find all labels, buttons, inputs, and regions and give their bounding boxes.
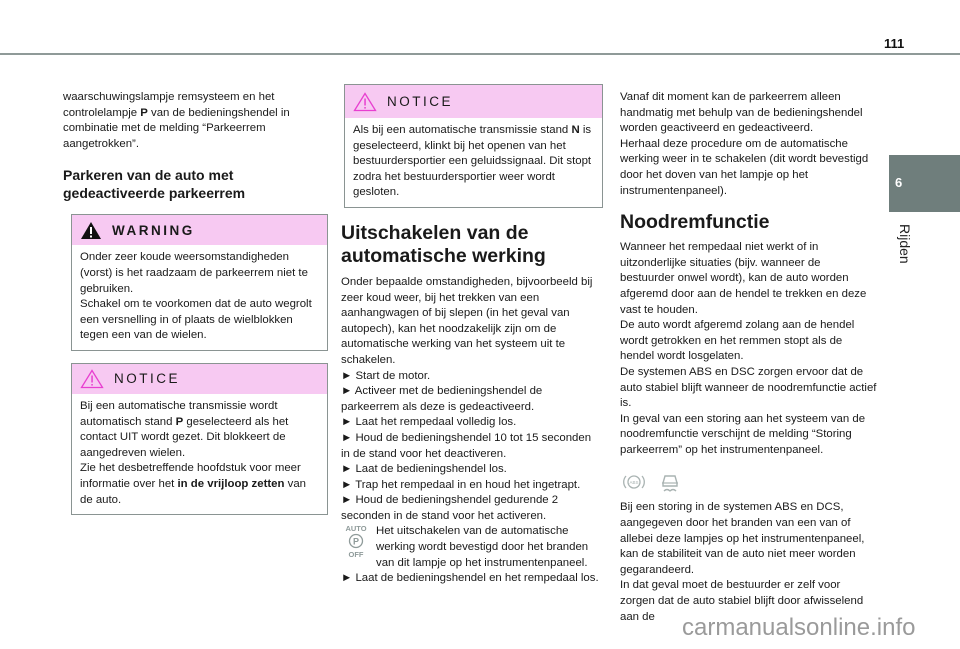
step: ► Activeer met de bedieningshendel de parkeerrem als deze is gedeactiveerd.	[341, 385, 543, 413]
notice-text: Als bij een automatische transmissie stand N is geselecteerd, klinkt bij het openen van het bestuurdersportier een geluidssignaal. Dit stopt zodra het bestuurdersportier weer wordt gesloten.	[353, 124, 592, 199]
notice-box	[71, 363, 328, 515]
step: ► Houd de bedieningshendel 10 tot 15 seconden in de stand voor het deactiveren.	[341, 431, 592, 460]
warning-box	[71, 214, 328, 351]
paragraph: De systemen ABS en DSC zorgen ervoor dat de auto stabiel blijft wanneer de noodremfunctie actief is.	[620, 365, 877, 410]
svg-text:OFF: OFF	[348, 550, 364, 559]
step: ► Laat de bedieningshendel en het rempedaal los.	[341, 572, 599, 585]
column-2	[341, 84, 603, 587]
abs-lamp-icon	[622, 472, 646, 492]
step: ► Trap het rempedaal in en houd het ingetrapt.	[341, 478, 581, 491]
auto-p-off-lamp-icon	[341, 524, 371, 558]
page-number: 111	[884, 36, 905, 51]
lamp-text: Het uitschakelen van de automatische werking wordt bevestigd door het branden van dit lampje op het instrumentenpaneel.	[376, 525, 589, 569]
warning-text: Schakel om te voorkomen dat de auto wegrolt een versnelling in of plaats de wielblokken tegen een van de wielen.	[80, 298, 312, 342]
column-3	[620, 90, 878, 625]
column-1	[63, 90, 328, 515]
svg-text:P: P	[352, 536, 360, 547]
notice-box	[344, 84, 603, 208]
header-rule	[0, 53, 960, 55]
notice-icon	[80, 369, 104, 389]
warning-icon	[80, 221, 102, 240]
notice-text: Bij een automatische transmissie wordt automatisch stand P geselecteerd als het contact UIT wordt gezet. Dit blokkeert de aangedreven wielen.	[80, 399, 289, 459]
step: ► Start de motor.	[341, 369, 431, 382]
step: ► Laat het rempedaal volledig los.	[341, 416, 517, 429]
paragraph: In geval van een storing aan het systeem van de noodremfunctie verschijnt de melding “Storing parkeerrem” op het instrumentenpaneel.	[620, 412, 866, 456]
step: ► Houd de bedieningshendel gedurende 2 seconden in de stand voor het activeren.	[341, 494, 559, 522]
notice-title: NOTICE	[387, 93, 454, 109]
lamp-note	[341, 524, 603, 571]
paragraph: De auto wordt afgeremd zolang aan de hendel wordt getrokken en het remmen stopt als de hendel wordt losgelaten.	[620, 319, 855, 363]
paragraph: Herhaal deze procedure om de automatische werking weer in te schakelen (dit wordt bevestigd door het doven van het lampje op het instrumentenpaneel).	[620, 137, 869, 197]
svg-text:ABS: ABS	[629, 480, 639, 486]
intro-paragraph: Onder bepaalde omstandigheden, bijvoorbeeld bij zeer koud weer, bij het trekken van een aanhangwagen of bij slepen (in het geval van autopech), kan het noodzakelijk zijn om de automatische werking van het systeem uit te schakelen.	[341, 275, 593, 366]
intro-paragraph: waarschuwingslampje remsysteem en het controlelampje P van de bedieningshendel in combinatie met de melding “Parkeerrem aangetrokken”.	[63, 91, 290, 150]
step: ► Laat de bedieningshendel los.	[341, 463, 507, 476]
section-heading: Uitschakelen van de automatische werking	[341, 221, 546, 267]
paragraph: Bij een storing in de systemen ABS en DCS, aangegeven door het branden van een van of allebei deze lampjes op het instrumentenpaneel, kan de stabiliteit van de auto niet meer worden gegarandeerd.	[620, 501, 865, 576]
paragraph: Vanaf dit moment kan de parkeerrem alleen handmatig met behulp van de bedieningshendel worden geactiveerd en gedeactiveerd.	[620, 91, 863, 135]
chapter-label: Rijden	[897, 224, 913, 264]
warning-lamps	[622, 472, 878, 494]
watermark: carmanualsonline.info	[682, 614, 916, 641]
notice-title: NOTICE	[114, 371, 181, 387]
section-heading: Noodremfunctie	[620, 211, 770, 234]
notice-icon	[353, 92, 377, 112]
chapter-tab[interactable]	[889, 155, 960, 212]
stability-control-lamp-icon	[658, 472, 682, 494]
section-heading: Parkeren van de auto met gedeactiveerde parkeerrem	[63, 167, 246, 202]
warning-text: Onder zeer koude weersomstandigheden (vorst) is het raadzaam de parkeerrem niet te gebruiken.	[80, 251, 308, 295]
paragraph: Wanneer het rempedaal niet werkt of in uitzonderlijke situaties (bijv. wanneer de bestuurder onwel wordt), kan de auto worden afgeremd door aan de hendel te trekken en deze vast te houden.	[620, 241, 867, 316]
warning-title: WARNING	[112, 222, 195, 238]
paragraph: In dat geval moet de bestuurder er zelf voor zorgen dat de auto stabiel blijft door afwisselend aan de	[620, 579, 864, 623]
svg-text:AUTO: AUTO	[345, 524, 367, 534]
notice-text: Zie het desbetreffende hoofdstuk voor meer informatie over het in de vrijloop zetten van de auto.	[80, 462, 306, 506]
chapter-number: 6	[895, 175, 903, 190]
